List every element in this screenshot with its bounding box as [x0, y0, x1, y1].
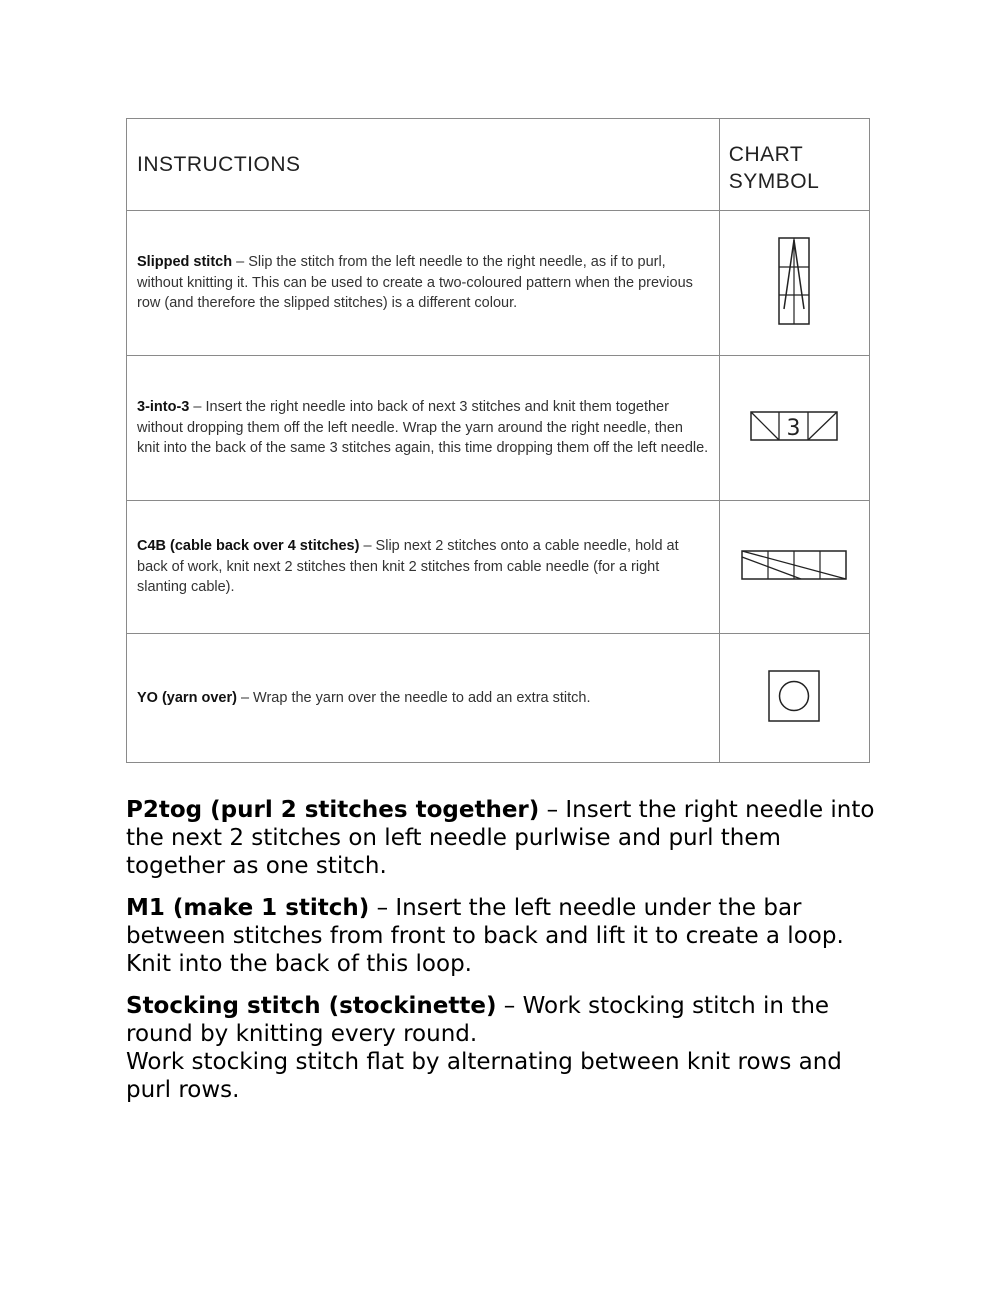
stitch-description: – Slip next 2 stitches onto a cable needle, hold at back of work, knit next 2 stitches then knit 2 stitches from cable needle (for a right slanting cable).	[137, 537, 679, 596]
stitch-description: – Insert the right needle into the next 2 stitches on left needle purlwise and purl them together as one stitch.	[126, 797, 875, 879]
p2tog-paragraph	[126, 796, 886, 880]
slipped-stitch-icon	[778, 237, 810, 325]
stitch-term: P2tog (purl 2 stitches together)	[126, 797, 540, 823]
stitch-description: – Insert the left needle under the bar between stitches from front to back and lift it to create a loop. Knit into the back of this loop.	[126, 895, 844, 977]
instruction-cell	[127, 356, 720, 501]
stitch-term: C4B (cable back over 4 stitches)	[137, 537, 360, 554]
chart-symbol-header-line1: CHART	[728, 143, 804, 166]
stitch-term: Stocking stitch (stockinette)	[126, 993, 497, 1019]
stitch-term: YO (yarn over)	[137, 689, 237, 706]
chart-symbol-header	[719, 119, 869, 211]
stitch-instructions-table	[126, 118, 870, 763]
instructions-header: INSTRUCTIONS	[127, 119, 720, 211]
cable-back-icon	[741, 550, 847, 580]
yarn-over-icon	[768, 670, 820, 722]
stitch-description-extra: Work stocking stitch flat by alternating between knit rows and purl rows.	[126, 1049, 842, 1103]
additional-stitch-definitions	[126, 796, 886, 1118]
three-into-three-icon	[750, 411, 838, 441]
instruction-cell	[127, 211, 720, 356]
stocking-stitch-paragraph	[126, 992, 886, 1104]
symbol-cell	[719, 634, 869, 763]
table-row	[127, 211, 870, 356]
symbol-cell	[719, 211, 869, 356]
table-row	[127, 501, 870, 634]
table-row	[127, 356, 870, 501]
table-row	[127, 634, 870, 763]
stitch-term: 3-into-3	[137, 398, 190, 415]
symbol-cell	[719, 356, 869, 501]
stitch-description: – Work stocking stitch in the round by knitting every round.	[126, 993, 830, 1047]
symbol-cell	[719, 501, 869, 634]
m1-paragraph	[126, 894, 886, 978]
stitch-description: – Wrap the yarn over the needle to add an extra stitch.	[236, 689, 591, 706]
stitch-term: M1 (make 1 stitch)	[126, 895, 370, 921]
instruction-cell	[127, 501, 720, 634]
three-into-three-label: 3	[786, 416, 801, 441]
stitch-description: – Insert the right needle into back of next 3 stitches and knit them together without dropping them off the left needle. Wrap the yarn around the right needle, then knit into the back of the same 3 stitches again, this time dropping them off the left needle.	[137, 398, 709, 457]
stitch-description: – Slip the stitch from the left needle to the right needle, as if to purl, without knitting it. This can be used to create a two-coloured pattern when the previous row (and therefore the slipped stitches) is a different colour.	[137, 253, 693, 312]
stitch-term: Slipped stitch	[137, 253, 233, 270]
table-header-row	[127, 119, 870, 211]
instruction-cell	[127, 634, 720, 763]
chart-symbol-header-line2: SYMBOL	[728, 170, 820, 193]
